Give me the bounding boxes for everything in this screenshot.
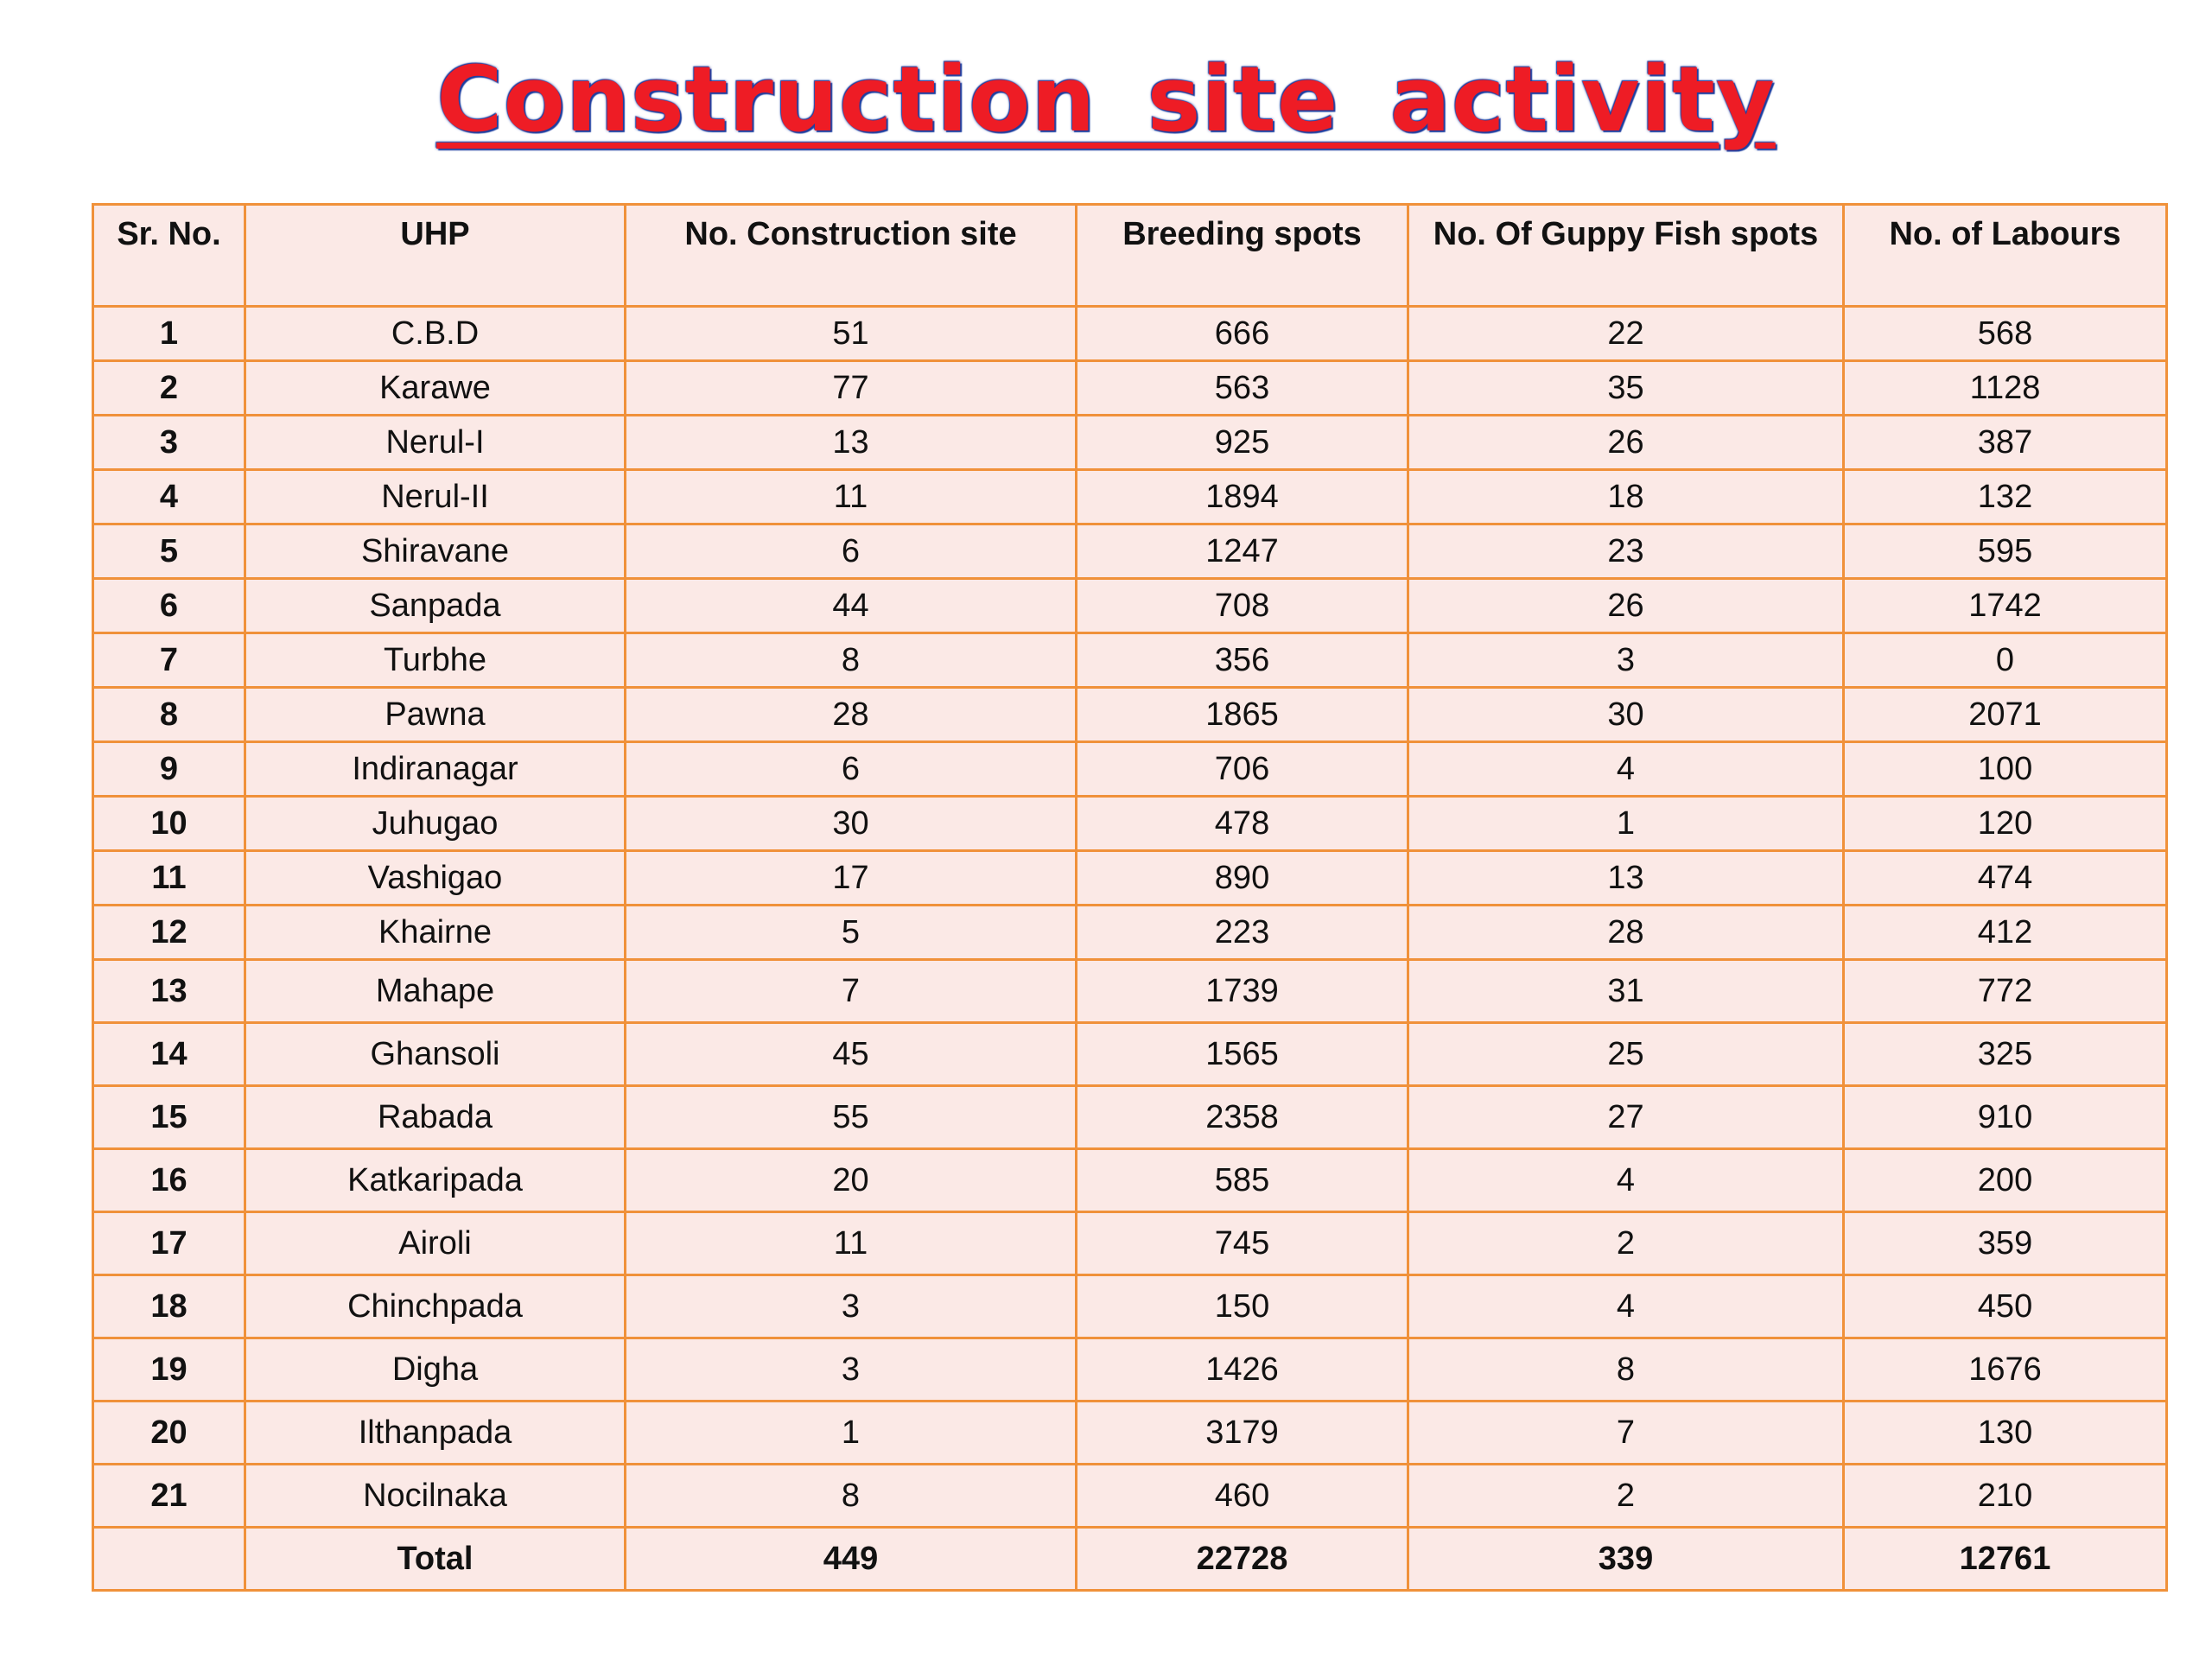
table-row — [93, 524, 2167, 579]
breeding-spots-cell: 1894 — [1077, 470, 1408, 524]
sr-no-cell: 3 — [93, 416, 245, 470]
guppy-fish-spots-cell: 4 — [1408, 1149, 1844, 1212]
table-row — [93, 1465, 2167, 1528]
table-row — [93, 1149, 2167, 1212]
labours-cell: 910 — [1844, 1086, 2167, 1149]
construction-sites-cell: 30 — [626, 797, 1077, 851]
table-row — [93, 1275, 2167, 1338]
breeding-spots-cell: 223 — [1077, 906, 1408, 960]
guppy-fish-spots-cell: 2 — [1408, 1212, 1844, 1275]
sr-no-cell: 20 — [93, 1402, 245, 1465]
labours-cell: 132 — [1844, 470, 2167, 524]
construction-sites-cell: 8 — [626, 1465, 1077, 1528]
uhp-cell: Indiranagar — [245, 742, 626, 797]
breeding-spots-cell: 925 — [1077, 416, 1408, 470]
guppy-fish-spots-cell: 22 — [1408, 307, 1844, 361]
guppy-fish-spots-cell: 25 — [1408, 1023, 1844, 1086]
table-row — [93, 906, 2167, 960]
header-row — [93, 205, 2167, 307]
breeding-spots-cell: 2358 — [1077, 1086, 1408, 1149]
construction-sites-cell: 3 — [626, 1338, 1077, 1402]
table-row — [93, 307, 2167, 361]
labours-cell: 1128 — [1844, 361, 2167, 416]
table-row — [93, 688, 2167, 742]
labours-cell: 474 — [1844, 851, 2167, 906]
sr-no-cell: 14 — [93, 1023, 245, 1086]
construction-sites-cell: 55 — [626, 1086, 1077, 1149]
breeding-spots-cell: 1426 — [1077, 1338, 1408, 1402]
sr-no-cell: 15 — [93, 1086, 245, 1149]
uhp-cell: Vashigao — [245, 851, 626, 906]
sr-no-cell: 2 — [93, 361, 245, 416]
table-row — [93, 633, 2167, 688]
breeding-spots-cell: 3179 — [1077, 1402, 1408, 1465]
labours-cell: 359 — [1844, 1212, 2167, 1275]
guppy-fish-spots-cell: 4 — [1408, 1275, 1844, 1338]
uhp-cell: Rabada — [245, 1086, 626, 1149]
construction-sites-cell: 6 — [626, 742, 1077, 797]
uhp-cell: Karawe — [245, 361, 626, 416]
uhp-cell: Nocilnaka — [245, 1465, 626, 1528]
sr-no-cell: 6 — [93, 579, 245, 633]
labours-cell: 595 — [1844, 524, 2167, 579]
breeding-spots-cell: 1247 — [1077, 524, 1408, 579]
table-row — [93, 1212, 2167, 1275]
sr-no-cell: 21 — [93, 1465, 245, 1528]
header-uhp: UHP — [245, 205, 626, 307]
uhp-cell: Juhugao — [245, 797, 626, 851]
construction-sites-cell: 28 — [626, 688, 1077, 742]
table-row — [93, 851, 2167, 906]
breeding-spots-cell: 666 — [1077, 307, 1408, 361]
construction-sites-cell: 1 — [626, 1402, 1077, 1465]
labours-cell: 412 — [1844, 906, 2167, 960]
uhp-cell: C.B.D — [245, 307, 626, 361]
total-sr-cell — [93, 1528, 245, 1591]
guppy-fish-spots-cell: 13 — [1408, 851, 1844, 906]
header-sr-no: Sr. No. — [93, 205, 245, 307]
sr-no-cell: 12 — [93, 906, 245, 960]
table-row — [93, 361, 2167, 416]
header-guppy-fish-spots: No. Of Guppy Fish spots — [1408, 205, 1844, 307]
total-construction-sites: 449 — [626, 1528, 1077, 1591]
page-title: Construction site activity — [436, 47, 1776, 152]
table-body — [93, 307, 2167, 1528]
uhp-cell: Katkaripada — [245, 1149, 626, 1212]
sr-no-cell: 1 — [93, 307, 245, 361]
sr-no-cell: 16 — [93, 1149, 245, 1212]
construction-sites-cell: 7 — [626, 960, 1077, 1023]
guppy-fish-spots-cell: 23 — [1408, 524, 1844, 579]
breeding-spots-cell: 563 — [1077, 361, 1408, 416]
labours-cell: 200 — [1844, 1149, 2167, 1212]
header-labours: No. of Labours — [1844, 205, 2167, 307]
sr-no-cell: 9 — [93, 742, 245, 797]
construction-activity-table — [92, 203, 2168, 1592]
table-row — [93, 416, 2167, 470]
construction-sites-cell: 6 — [626, 524, 1077, 579]
uhp-cell: Pawna — [245, 688, 626, 742]
guppy-fish-spots-cell: 8 — [1408, 1338, 1844, 1402]
breeding-spots-cell: 585 — [1077, 1149, 1408, 1212]
labours-cell: 1742 — [1844, 579, 2167, 633]
labours-cell: 100 — [1844, 742, 2167, 797]
sr-no-cell: 8 — [93, 688, 245, 742]
labours-cell: 130 — [1844, 1402, 2167, 1465]
construction-sites-cell: 17 — [626, 851, 1077, 906]
table-row — [93, 960, 2167, 1023]
total-guppy-fish-spots: 339 — [1408, 1528, 1844, 1591]
construction-sites-cell: 45 — [626, 1023, 1077, 1086]
uhp-cell: Airoli — [245, 1212, 626, 1275]
table-header — [93, 205, 2167, 307]
guppy-fish-spots-cell: 26 — [1408, 579, 1844, 633]
table-row — [93, 1338, 2167, 1402]
construction-sites-cell: 20 — [626, 1149, 1077, 1212]
breeding-spots-cell: 708 — [1077, 579, 1408, 633]
table-footer — [93, 1528, 2167, 1591]
uhp-cell: Mahape — [245, 960, 626, 1023]
guppy-fish-spots-cell: 4 — [1408, 742, 1844, 797]
total-labours: 12761 — [1844, 1528, 2167, 1591]
sr-no-cell: 10 — [93, 797, 245, 851]
guppy-fish-spots-cell: 7 — [1408, 1402, 1844, 1465]
labours-cell: 772 — [1844, 960, 2167, 1023]
table-row — [93, 797, 2167, 851]
guppy-fish-spots-cell: 27 — [1408, 1086, 1844, 1149]
guppy-fish-spots-cell: 18 — [1408, 470, 1844, 524]
header-construction-sites: No. Construction site — [626, 205, 1077, 307]
breeding-spots-cell: 356 — [1077, 633, 1408, 688]
uhp-cell: Chinchpada — [245, 1275, 626, 1338]
uhp-cell: Ilthanpada — [245, 1402, 626, 1465]
breeding-spots-cell: 890 — [1077, 851, 1408, 906]
uhp-cell: Turbhe — [245, 633, 626, 688]
construction-sites-cell: 51 — [626, 307, 1077, 361]
breeding-spots-cell: 460 — [1077, 1465, 1408, 1528]
breeding-spots-cell: 150 — [1077, 1275, 1408, 1338]
table-row — [93, 1402, 2167, 1465]
guppy-fish-spots-cell: 35 — [1408, 361, 1844, 416]
breeding-spots-cell: 1739 — [1077, 960, 1408, 1023]
uhp-cell: Nerul-I — [245, 416, 626, 470]
uhp-cell: Khairne — [245, 906, 626, 960]
construction-sites-cell: 44 — [626, 579, 1077, 633]
guppy-fish-spots-cell: 31 — [1408, 960, 1844, 1023]
construction-sites-cell: 3 — [626, 1275, 1077, 1338]
sr-no-cell: 13 — [93, 960, 245, 1023]
sr-no-cell: 19 — [93, 1338, 245, 1402]
uhp-cell: Ghansoli — [245, 1023, 626, 1086]
guppy-fish-spots-cell: 2 — [1408, 1465, 1844, 1528]
sr-no-cell: 5 — [93, 524, 245, 579]
labours-cell: 0 — [1844, 633, 2167, 688]
sr-no-cell: 4 — [93, 470, 245, 524]
guppy-fish-spots-cell: 28 — [1408, 906, 1844, 960]
breeding-spots-cell: 706 — [1077, 742, 1408, 797]
breeding-spots-cell: 745 — [1077, 1212, 1408, 1275]
table-row — [93, 742, 2167, 797]
labours-cell: 450 — [1844, 1275, 2167, 1338]
construction-sites-cell: 77 — [626, 361, 1077, 416]
labours-cell: 1676 — [1844, 1338, 2167, 1402]
labours-cell: 2071 — [1844, 688, 2167, 742]
sr-no-cell: 7 — [93, 633, 245, 688]
table-row — [93, 1023, 2167, 1086]
uhp-cell: Nerul-II — [245, 470, 626, 524]
guppy-fish-spots-cell: 30 — [1408, 688, 1844, 742]
labours-cell: 120 — [1844, 797, 2167, 851]
labours-cell: 210 — [1844, 1465, 2167, 1528]
labours-cell: 387 — [1844, 416, 2167, 470]
total-breeding-spots: 22728 — [1077, 1528, 1408, 1591]
header-breeding-spots: Breeding spots — [1077, 205, 1408, 307]
table-row — [93, 579, 2167, 633]
construction-sites-cell: 11 — [626, 1212, 1077, 1275]
sr-no-cell: 18 — [93, 1275, 245, 1338]
uhp-cell: Shiravane — [245, 524, 626, 579]
construction-sites-cell: 13 — [626, 416, 1077, 470]
sr-no-cell: 17 — [93, 1212, 245, 1275]
guppy-fish-spots-cell: 3 — [1408, 633, 1844, 688]
breeding-spots-cell: 1565 — [1077, 1023, 1408, 1086]
sr-no-cell: 11 — [93, 851, 245, 906]
uhp-cell: Sanpada — [245, 579, 626, 633]
total-label: Total — [245, 1528, 626, 1591]
labours-cell: 325 — [1844, 1023, 2167, 1086]
table-row — [93, 470, 2167, 524]
construction-sites-cell: 5 — [626, 906, 1077, 960]
uhp-cell: Digha — [245, 1338, 626, 1402]
total-row — [93, 1528, 2167, 1591]
table-row — [93, 1086, 2167, 1149]
breeding-spots-cell: 478 — [1077, 797, 1408, 851]
construction-sites-cell: 11 — [626, 470, 1077, 524]
construction-sites-cell: 8 — [626, 633, 1077, 688]
guppy-fish-spots-cell: 1 — [1408, 797, 1844, 851]
labours-cell: 568 — [1844, 307, 2167, 361]
guppy-fish-spots-cell: 26 — [1408, 416, 1844, 470]
breeding-spots-cell: 1865 — [1077, 688, 1408, 742]
